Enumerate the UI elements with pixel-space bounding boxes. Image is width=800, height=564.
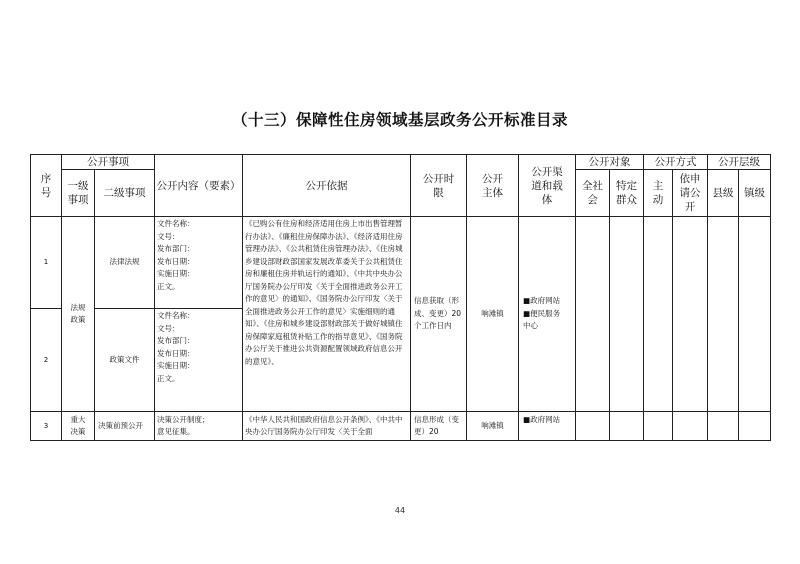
row-basis: 《中华人民共和国政府信息公开条例》、《中共中央办公厅国务院办公厅印发〈关于全面 [243, 412, 411, 441]
header-mode-group: 公开方式 [644, 155, 708, 170]
channel-item: ■政府网站 [523, 296, 561, 306]
header-level2: 二级事项 [95, 170, 155, 217]
row-level2: 法律法规 [95, 217, 155, 309]
row-time-limit: 信息形成（变更）20 [411, 412, 467, 441]
row-level1: 法规政策 [62, 217, 95, 412]
cell-mode-request [673, 412, 708, 441]
row-level1: 重大决策 [62, 412, 95, 441]
cell-target-all [576, 217, 610, 412]
header-item-group: 公开事项 [62, 155, 155, 170]
row-content: 文件名称： 文号： 发布部门： 发布日期： 实施日期： 正文。 [155, 309, 243, 412]
cell-target-all [576, 412, 610, 441]
row-subject: 响滩镇 [467, 217, 519, 412]
standard-catalog-table [30, 154, 771, 441]
header-time-limit: 公开时限 [411, 155, 467, 217]
header-content: 公开内容（要素） [155, 155, 243, 217]
header-mode-request: 依申请公开 [673, 170, 708, 217]
row-subject: 响滩镇 [467, 412, 519, 441]
row-time-limit: 信息获取（形成、变更）20个工作日内 [411, 217, 467, 412]
table-row [31, 217, 771, 309]
row-content: 文件名称： 文号： 发布部门： 发布日期： 实施日期： 正文。 [155, 217, 243, 309]
page-title: （十三）保障性住房领域基层政务公开标准目录 [231, 111, 568, 129]
header-row-1 [31, 155, 771, 170]
header-level1: 一级事项 [62, 170, 95, 217]
cell-level-town [739, 412, 771, 441]
channel-item: ■便民服务 [523, 308, 561, 318]
row-seq: 3 [31, 412, 62, 441]
header-seq: 序号 [31, 155, 62, 217]
header-subject: 公开主体 [467, 155, 519, 217]
header-mode-active: 主动 [644, 170, 673, 217]
header-target-group: 公开对象 [576, 155, 644, 170]
header-channel: 公开渠道和载体 [519, 155, 576, 217]
row-content: 决策公开制度； 意见征集。 [155, 412, 243, 441]
row-level2: 政策文件 [95, 309, 155, 412]
row-channel [519, 217, 576, 412]
header-target-all: 全社会 [576, 170, 610, 217]
cell-mode-active [644, 412, 673, 441]
header-level-county: 县级 [708, 170, 739, 217]
row-channel [519, 412, 576, 441]
row-basis: 《已购公有住房和经济适用住房上市出售管理暂行办法》、《廉租住房保障办法》、《经济适用住房管理办法》、《公共租赁住房管理办法》、《住房城乡建设部财政部国家发展改革委关于公共租赁住房和廉租住房并轨运行的通知》、《中共中央办公厅国务院办公厅印发〈关于全面推进政务公开工作的意见〉的通知》、《国务院办公厅印发〈关于全面推进政务公开工作的意见〉实施细则的通知》、《住房和城乡建设部财政部关于做好城镇住房保障家庭租赁补贴工作的指导意见》、《国务院办公厅关于推进公共资源配置领域政府信息公开的意见》、 [243, 217, 411, 412]
cell-level-county [708, 217, 739, 412]
row-seq: 1 [31, 217, 62, 309]
header-basis: 公开依据 [243, 155, 411, 217]
cell-level-town [739, 217, 771, 412]
channel-item: 中心 [523, 321, 538, 331]
channel-item: ■政府网站 [523, 415, 561, 424]
cell-mode-active [644, 217, 673, 412]
header-level-town: 镇级 [739, 170, 771, 217]
page-number: 44 [394, 506, 406, 515]
cell-target-specific [610, 217, 644, 412]
row-level2: 决策前预公开 [95, 412, 155, 441]
cell-target-specific [610, 412, 644, 441]
cell-level-county [708, 412, 739, 441]
header-target-specific: 特定群众 [610, 170, 644, 217]
row-seq: 2 [31, 309, 62, 412]
header-level-group: 公开层级 [708, 155, 771, 170]
cell-mode-request [673, 217, 708, 412]
table-row [31, 412, 771, 441]
